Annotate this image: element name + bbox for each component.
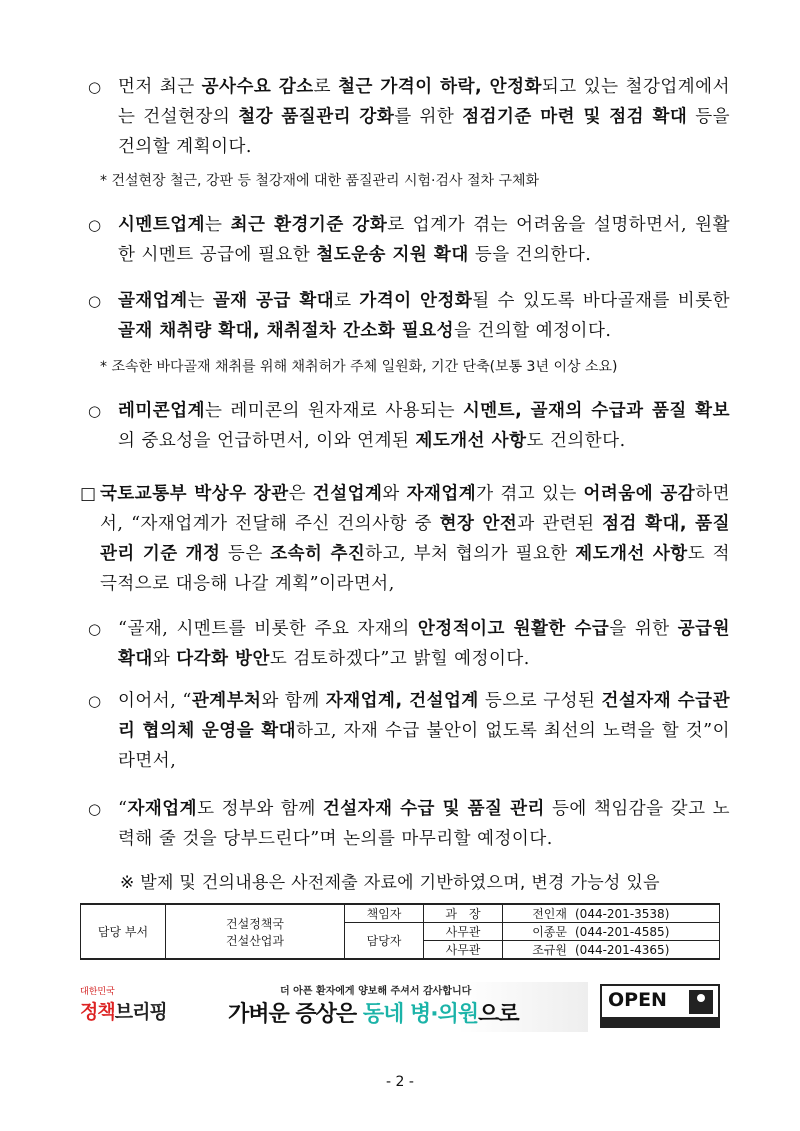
dept-label: 담당 부서 [81,904,166,959]
bullet-circle [88,800,101,818]
note-steel: * 건설현장 철근, 강판 등 철강재에 대한 품질관리 시험·검사 절차 구체화 [100,173,540,189]
dept-value [166,904,345,959]
bullet-circle [88,402,101,420]
page-number: - 2 - [386,1074,414,1090]
paragraph-supply: “골재, 시멘트를 비롯한 주요 자재의 안정적이고 원활한 수급을 위한 공급원 확대와 다각화 방안도 검토하겠다”고 밝힐 예정이다. [118,619,730,669]
contact-name: 조규원 [503,941,572,960]
reference-note: ※ 발제 및 건의내용은 사전제출 자료에 기반하였으며, 변경 가능성 있음 [120,873,660,893]
paragraph-cement: 시멘트업계는 최근 환경기준 강화로 업계가 겪는 어려움을 설명하면서, 원활한 시멘트 공급에 필요한 철도운송 지원 확대 등을 건의한다. [118,215,730,265]
person-icon [689,990,713,1014]
paragraph-remicon: 레미콘업계는 레미콘의 원자재로 사용되는 시멘트, 골재의 수급과 품질 확보의 중요성을 언급하면서, 이와 연계된 제도개선 사항도 건의한다. [118,401,730,451]
bullet-circle [88,216,101,234]
contact-title: 사무관 [424,941,503,960]
footer-banner [80,978,720,1034]
paragraph-aggregate: 골재업계는 골재 공급 확대로 가격이 안정화될 수 있도록 바다골재를 비롯한 골재 채취량 확대, 채취절차 간소화 필요성을 건의할 예정이다. [118,291,731,341]
bullet-circle [88,620,101,638]
open-license-logo: OPEN [600,984,720,1028]
bullet-circle [88,292,101,310]
bureau-name: 건설정책국 [226,916,284,931]
ad-subtitle: 더 아픈 환자에게 양보해 주셔서 감사합니다 [280,986,472,997]
bullet-circle [88,692,101,710]
division-name: 건설산업과 [226,933,284,948]
bullet-square: □ [80,484,97,504]
contact-name: 전인재 [503,904,572,923]
policy-briefing-logo: 대한민국 정책브리핑 [80,987,167,1023]
paragraph-steel: 먼저 최근 공사수요 감소로 철근 가격이 하락, 안정화되고 있는 철강업계에서는 건설현장의 철강 품질관리 강화를 위한 점검기준 마련 및 점검 확대 등을 건의할 계획이다. [118,77,730,157]
contact-title: 사무관 [424,923,503,941]
contact-phone: (044-201-4585) [571,923,720,941]
note-aggregate: * 조속한 바다골재 채취를 위해 채취허가 주체 일원화, 기간 단축(보통 3년 이상 소요) [100,359,618,375]
contact-title: 과 장 [424,904,503,923]
staff-label: 담당자 [345,923,424,960]
paragraph-minister: 국토교통부 박상우 장관은 건설업계와 자재업계가 겪고 있는 어려움에 공감하면서, “자재업계가 전달해 주신 건의사항 중 현장 안전과 관련된 점검 확대, 품질관리 기준 개정 등은 조속히 추진하고, 부처 협의가 필요한 제도개선 사항도 적극적으로 대응해 나갈 계획”이라면서, [100,484,731,594]
contact-name: 이종문 [503,923,572,941]
contact-phone: (044-201-3538) [571,904,720,923]
paragraph-council: 이어서, “관계부처와 함께 자재업계, 건설업계 등으로 구성된 건설자재 수급관리 협의체 운영을 확대하고, 자재 수급 불안이 없도록 최선의 노력을 할 것”이라면서, [118,691,730,771]
bullet-circle [88,78,101,96]
paragraph-closing: “자재업계도 정부와 함께 건설자재 수급 및 품질 관리 등에 책임감을 갖고 노력해 줄 것을 당부드린다”며 논의를 마무리할 예정이다. [118,799,730,849]
responsible-label: 책임자 [345,904,424,923]
campaign-ad [218,982,588,1032]
contact-table [80,903,720,960]
ad-headline: 가벼운 증상은 동네 병·의원으로 [228,1002,519,1027]
contact-phone: (044-201-4365) [571,941,720,960]
